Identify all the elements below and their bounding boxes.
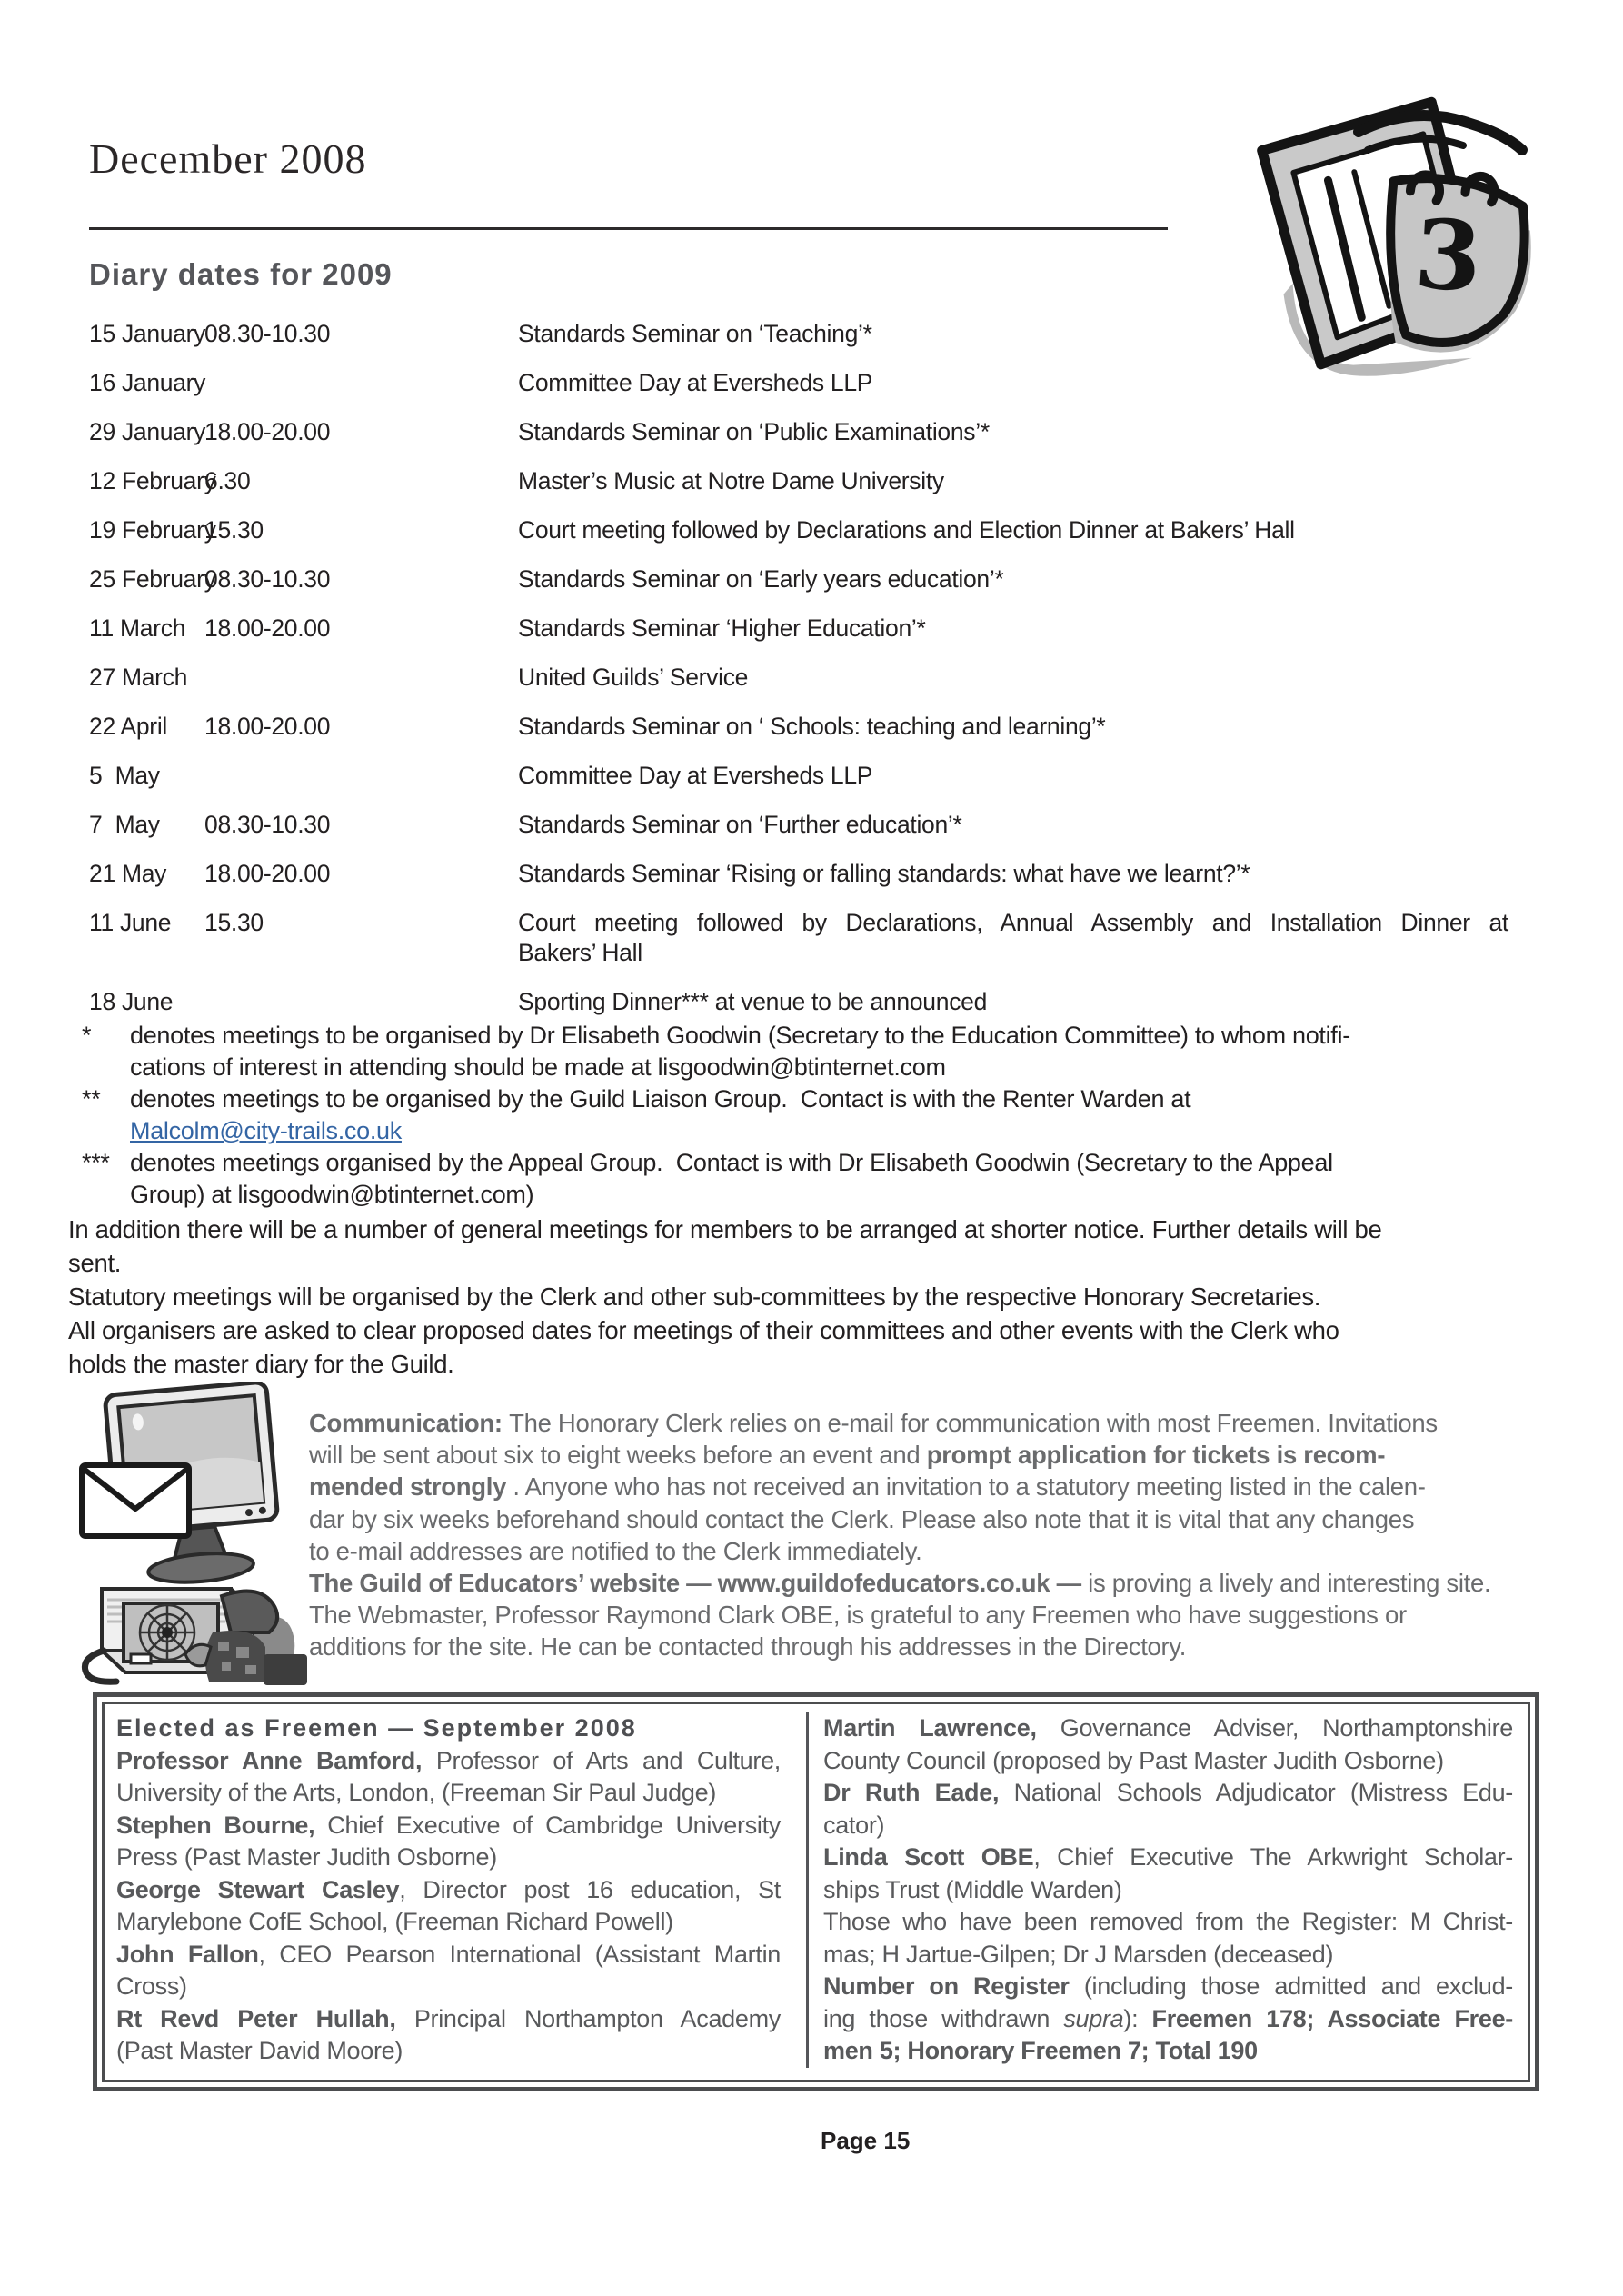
freemen-box [93, 1692, 1539, 2091]
diary-date-cell: 25 February [89, 565, 216, 593]
diary-date-cell: 21 May [89, 860, 167, 887]
diary-event-cell [518, 987, 1508, 1017]
communication-line: dar by six weeks beforehand should contact the Clerk. Please also note that it is vital that any changes [309, 1504, 1415, 1533]
diary-row [89, 564, 1508, 594]
footnote-text [130, 1147, 1536, 1211]
communication-line: The Webmaster, Professor Raymond Clark OBE, is grateful to any Freemen who have suggestions or [309, 1601, 1407, 1630]
diary-date-cell: 16 January [89, 369, 206, 396]
footnote-line: Group) at lisgoodwin@btinternet.com) [130, 1181, 534, 1208]
box-line: cator) [823, 1811, 885, 1839]
diary-row [89, 319, 1508, 349]
notes-line: Statutory meetings will be organised by the Clerk and other sub-committees by the respective Honorary Secretaries. [68, 1283, 1321, 1311]
box-line: ships Trust (Middle Warden) [823, 1875, 1122, 1903]
diary-time-cell [204, 987, 518, 1017]
diary-event-cell [518, 319, 1508, 349]
footnotes-section [82, 1020, 1536, 1211]
diary-event-cell [518, 515, 1508, 545]
footnote-line: denotes meetings to be organised by Dr Elisabeth Goodwin (Secretary to the Education Committee) to whom notifi- [130, 1022, 1350, 1049]
diary-row [89, 614, 1508, 644]
box-line: mas; H Jartue-Gilpen; Dr J Marsden (deceased) [823, 1940, 1334, 1968]
diary-row [89, 712, 1508, 742]
footnote-text [130, 1020, 1536, 1083]
diary-row [89, 810, 1508, 840]
diary-date-cell: 29 January [89, 418, 206, 445]
diary-row [89, 417, 1508, 447]
box-left-column [105, 1712, 809, 2068]
notes-line: holds the master diary for the Guild. [68, 1350, 454, 1378]
diary-row [89, 987, 1508, 1017]
communication-line: mended strongly . Anyone who has not received an invitation to a statutory meeting listed in the calen- [309, 1472, 1426, 1502]
computer-email-icon [76, 1382, 309, 1687]
diary-event-cell [518, 663, 1508, 693]
box-line: Professor Anne Bamford, Professor of Arts and Culture, [116, 1746, 781, 1774]
diary-event-line: Master’s Music at Notre Dame University [518, 467, 944, 494]
diary-row [89, 908, 1508, 968]
diary-event-cell [518, 859, 1508, 889]
diary-time-cell: 15.30 [204, 909, 264, 936]
diary-time-cell: 18.00-20.00 [204, 418, 331, 445]
diary-event-line: Standards Seminar on ‘Teaching’* [518, 320, 872, 347]
box-line: County Council (proposed by Past Master Judith Osborne) [823, 1746, 1444, 1774]
footnote-marker: *** [82, 1149, 110, 1176]
box-line: George Stewart Casley, Director post 16 education, St [116, 1875, 781, 1903]
diary-date-cell: 22 April [89, 713, 167, 740]
diary-row [89, 515, 1508, 545]
footnote-marker: ** [82, 1085, 101, 1113]
diary-date-cell: 18 June [89, 988, 174, 1015]
communication-line: to e-mail addresses are notified to the Clerk immediately. [309, 1536, 922, 1565]
diary-row [89, 859, 1508, 889]
box-line: Rt Revd Peter Hullah, Principal Northampton Academy [116, 2004, 781, 2032]
diary-time-cell: 08.30-10.30 [204, 565, 331, 593]
diary-section [89, 257, 1508, 1036]
diary-row [89, 663, 1508, 693]
diary-event-line: Court meeting followed by Declarations, Annual Assembly and Installation Dinner at [518, 909, 1508, 936]
diary-date-cell: 12 February [89, 467, 216, 494]
diary-event-line: Standards Seminar on ‘Further education’* [518, 811, 962, 838]
box-line: Those who have been removed from the Register: M Christ- [823, 1908, 1513, 1935]
notes-paragraph [68, 1213, 1558, 1280]
box-heading: Elected as Freemen — September 2008 [116, 1714, 637, 1742]
box-line: Marylebone CofE School, (Freeman Richard Powell) [116, 1908, 673, 1935]
diary-event-line: Standards Seminar ‘Higher Education’* [518, 614, 926, 642]
communication-line: will be sent about six to eight weeks before an event and prompt application for tickets is recom- [309, 1441, 1386, 1470]
box-line: John Fallon, CEO Pearson International (Assistant Martin [116, 1940, 781, 1968]
box-line: Stephen Bourne, Chief Executive of Cambridge University [116, 1811, 781, 1839]
freemen-box-inner [102, 1702, 1530, 2082]
footnote-line: denotes meetings to be organised by the Guild Liaison Group. Contact is with the Renter Warden at [130, 1085, 1191, 1113]
diary-time-cell: 18.00-20.00 [204, 713, 331, 740]
diary-event-cell [518, 417, 1508, 447]
diary-event-line: Court meeting followed by Declarations and Election Dinner at Bakers’ Hall [518, 516, 1295, 544]
diary-time-cell: 6.30 [204, 467, 251, 494]
communication-line: Communication: The Honorary Clerk relies on e-mail for communication with most Freemen. Invitations [309, 1409, 1438, 1437]
box-line: Cross) [116, 1972, 187, 2000]
svg-text:3: 3 [1411, 196, 1485, 314]
diary-time-cell [204, 761, 518, 791]
footnote-row [82, 1083, 1536, 1147]
diary-event-line: Bakers’ Hall [518, 939, 642, 966]
box-line: Linda Scott OBE, Chief Executive The Arkwright Scholar- [823, 1843, 1513, 1871]
diary-event-cell [518, 712, 1508, 742]
diary-event-cell [518, 761, 1508, 791]
diary-time-cell: 15.30 [204, 516, 264, 544]
communication-paragraph [309, 1407, 1545, 1663]
box-right-column [809, 1712, 1528, 2068]
notes-paragraph [68, 1313, 1558, 1381]
communication-line: The Guild of Educators’ website — www.guildofeducators.co.uk — is proving a lively and interesting site. [309, 1569, 1491, 1598]
footnote-row [82, 1147, 1536, 1211]
diary-event-cell [518, 368, 1508, 398]
box-line: Number on Register (including those admitted and exclud- [823, 1972, 1513, 2000]
diary-event-cell [518, 908, 1508, 968]
diary-event-line: Committee Day at Eversheds LLP [518, 762, 873, 789]
footnote-row [82, 1020, 1536, 1083]
diary-date-cell: 5 May [89, 762, 160, 789]
footnote-link-line [130, 1115, 1536, 1147]
diary-event-line: Standards Seminar on ‘ Schools: teaching and learning’* [518, 713, 1106, 740]
diary-date-cell: 11 June [89, 909, 172, 936]
box-line: Dr Ruth Eade, National Schools Adjudicator (Mistress Edu- [823, 1779, 1513, 1806]
box-line: University of the Arts, London, (Freeman Sir Paul Judge) [116, 1779, 717, 1806]
diary-table [89, 319, 1508, 1017]
diary-event-cell [518, 564, 1508, 594]
diary-row [89, 761, 1508, 791]
diary-event-line: Standards Seminar on ‘Early years education’* [518, 565, 1004, 593]
diary-date-cell: 15 January [89, 320, 206, 347]
diary-heading: Diary dates for 2009 [89, 257, 393, 291]
general-notes [68, 1213, 1558, 1381]
footnote-text [130, 1083, 1536, 1147]
diary-date-cell: 27 March [89, 664, 188, 691]
page-number: Page 15 [821, 2127, 911, 2154]
diary-time-cell [204, 663, 518, 693]
diary-row [89, 368, 1508, 398]
diary-event-line: Standards Seminar ‘Rising or falling standards: what have we learnt?’* [518, 860, 1250, 887]
notes-line: sent. [68, 1249, 122, 1277]
diary-event-line: United Guilds’ Service [518, 664, 749, 691]
communication-line: additions for the site. He can be contacted through his addresses in the Directory. [309, 1632, 1187, 1662]
box-line: (Past Master David Moore) [116, 2037, 403, 2064]
page-title: December 2008 [89, 135, 367, 182]
diary-time-cell: 18.00-20.00 [204, 860, 331, 887]
box-line: men 5; Honorary Freemen 7; Total 190 [823, 2037, 1258, 2064]
footnote-line: cations of interest in attending should be made at lisgoodwin@btinternet.com [130, 1053, 946, 1081]
box-line: ing those withdrawn supra): Freemen 178; Associate Free- [823, 2004, 1513, 2032]
diary-row [89, 466, 1508, 496]
masthead-divider [89, 227, 1168, 230]
diary-event-cell [518, 810, 1508, 840]
notes-paragraph [68, 1280, 1558, 1313]
box-line: Press (Past Master Judith Osborne) [116, 1843, 497, 1871]
diary-time-cell: 18.00-20.00 [204, 614, 331, 642]
diary-time-cell: 08.30-10.30 [204, 320, 331, 347]
notes-line: In addition there will be a number of general meetings for members to be arranged at shorter notice. Further details will be [68, 1215, 1382, 1243]
footnote-line: denotes meetings organised by the Appeal Group. Contact is with Dr Elisabeth Goodwin (Secretary to the Appeal [130, 1149, 1333, 1176]
diary-time-cell [204, 368, 518, 398]
diary-date-cell: 7 May [89, 811, 160, 838]
diary-event-line: Committee Day at Eversheds LLP [518, 369, 873, 396]
footnote-marker: * [82, 1022, 92, 1049]
diary-event-cell [518, 614, 1508, 644]
notes-line: All organisers are asked to clear proposed dates for meetings of their committees and other events with the Clerk who [68, 1316, 1339, 1344]
email-link[interactable]: Malcolm@city-trails.co.uk [130, 1117, 402, 1144]
diary-event-line: Sporting Dinner*** at venue to be announced [518, 988, 988, 1015]
diary-event-line: Standards Seminar on ‘Public Examinations’* [518, 418, 990, 445]
diary-time-cell: 08.30-10.30 [204, 811, 331, 838]
box-line: Martin Lawrence, Governance Adviser, Northamptonshire [823, 1714, 1513, 1742]
diary-event-cell [518, 466, 1508, 496]
diary-date-cell: 19 February [89, 516, 216, 544]
diary-date-cell: 11 March [89, 614, 186, 642]
